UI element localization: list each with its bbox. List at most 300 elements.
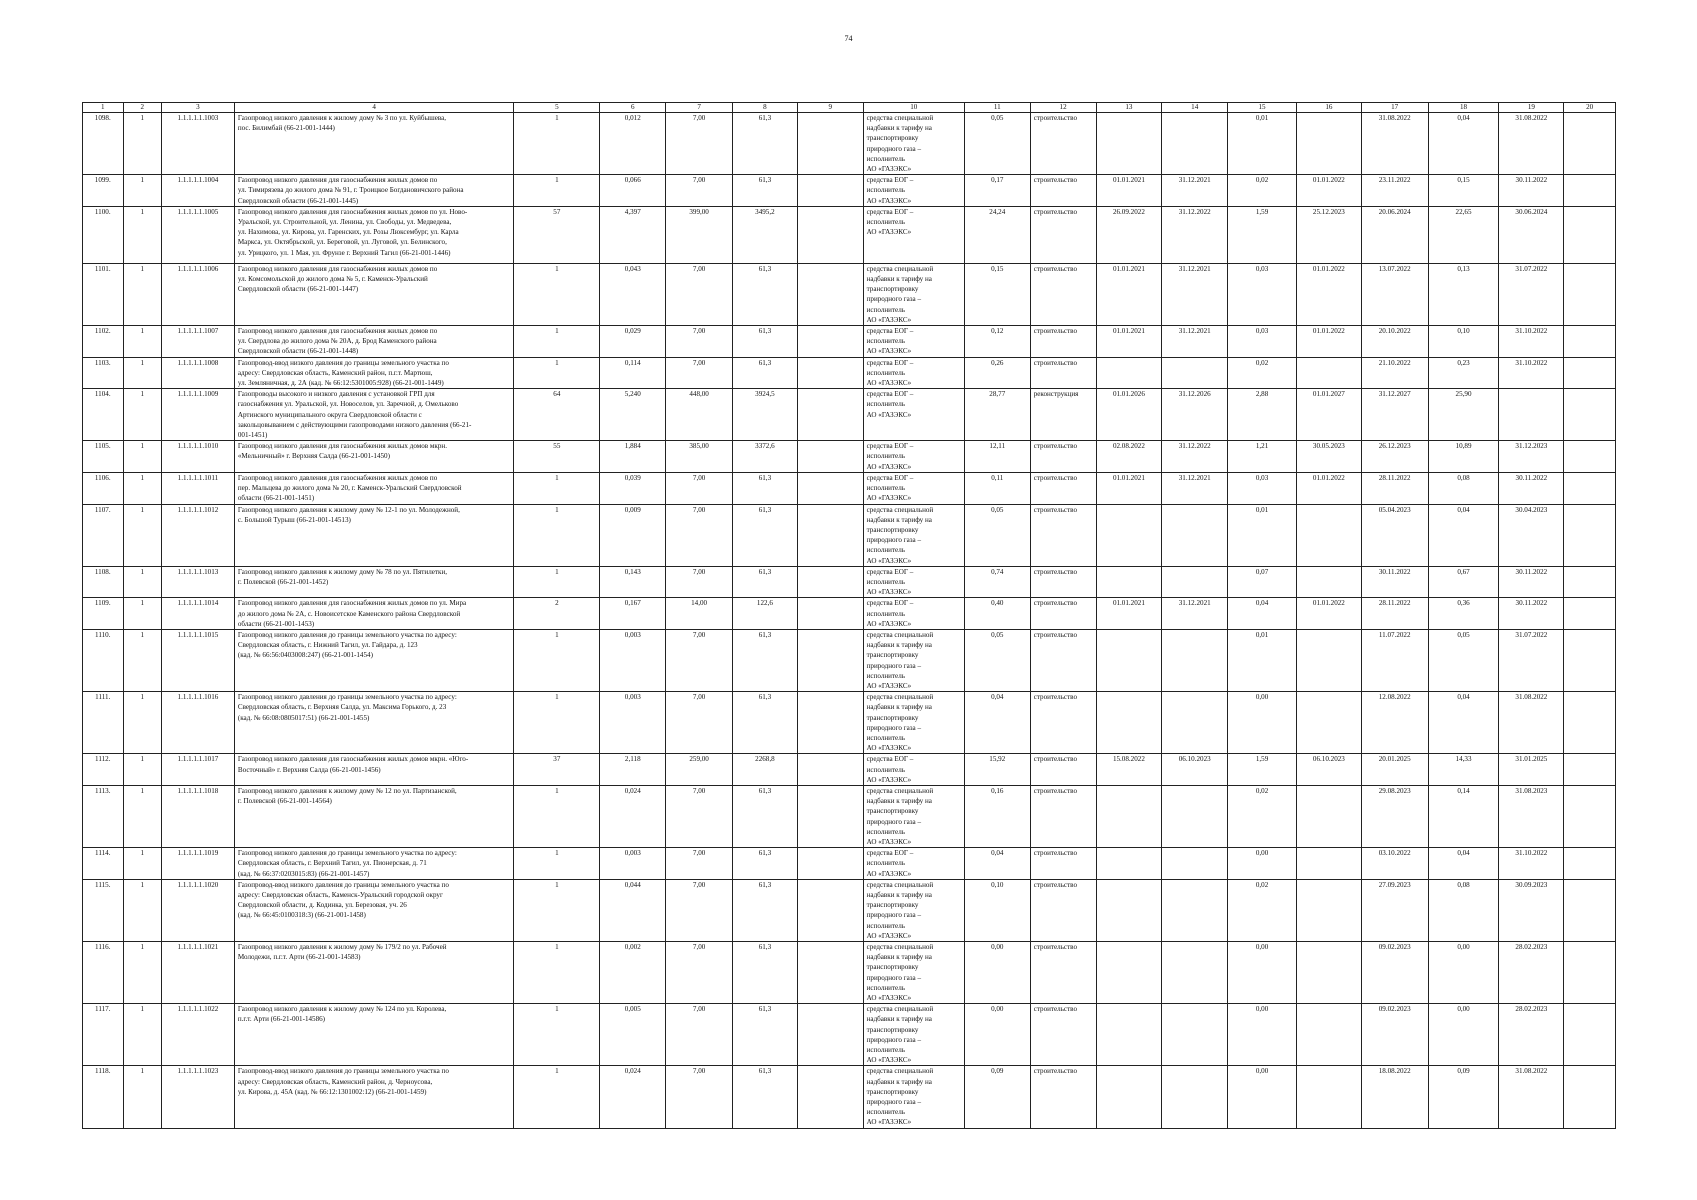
cell-col-18: 0,04 — [1428, 692, 1499, 754]
cell-col-20 — [1564, 629, 1616, 691]
cell-col-16 — [1296, 879, 1361, 941]
cell-row-number: 1111. — [83, 692, 124, 754]
cell-funding-source: средства ЕОГ – исполнитель АО «ГАЗЭКС» — [863, 848, 964, 880]
table-row — [83, 566, 1616, 598]
cell-object-name: Газопровод низкого давления к жилому дому № 124 по ул. Королева, п.г.т. Арти (66-21-001-14586) — [234, 1004, 513, 1066]
cell-item-code: 1.1.1.1.1.1007 — [161, 326, 234, 358]
cell-col-7: 7,00 — [666, 263, 733, 325]
table-row — [83, 848, 1616, 880]
cell-col-18: 0,09 — [1428, 1066, 1499, 1128]
cell-col-5: 1 — [514, 326, 600, 358]
cell-length-km: 0,024 — [600, 785, 666, 847]
column-number-1: 1 — [83, 103, 124, 113]
cell-col-18: 0,00 — [1428, 1004, 1499, 1066]
cell-col-2: 1 — [123, 1004, 161, 1066]
cell-row-number: 1102. — [83, 326, 124, 358]
cell-col-9 — [797, 206, 863, 263]
cell-row-number: 1110. — [83, 629, 124, 691]
cell-col-9 — [797, 113, 863, 175]
cell-commission-date: 30.11.2022 — [1361, 566, 1428, 598]
cell-object-name: Газопровод низкого давления для газоснабжения жилых домов по ул. Тимирязева до жилого дома № 91, г. Троицкое Богдановичского района Свердловской области (66-21-001-1445) — [234, 175, 513, 207]
cell-col-8: 61,3 — [733, 357, 798, 389]
cell-funding-source: средства специальной надбавки к тарифу на транспортировку природного газа – исполнитель АО «ГАЗЭКС» — [863, 942, 964, 1004]
cell-object-name: Газопровод низкого давления для газоснабжения жилых домов по пер. Мальцева до жилого дома № 20, г. Каменск-Уральский Свердловской области (66-21-001-1451) — [234, 472, 513, 504]
cell-col-20 — [1564, 942, 1616, 1004]
cell-item-code: 1.1.1.1.1.1020 — [161, 879, 234, 941]
column-number-20: 20 — [1564, 103, 1616, 113]
cell-commission-date: 23.11.2022 — [1361, 175, 1428, 207]
cell-length-km: 0,029 — [600, 326, 666, 358]
cell-cost: 0,10 — [964, 879, 1030, 941]
cell-start-date: 01.01.2021 — [1096, 263, 1162, 325]
cell-object-name: Газопровод низкого давления для газоснабжения жилых домов по ул. Мира до жилого дома № 2А, с. Новоисетское Каменского района Свердловской области (66-21-001-1453) — [234, 598, 513, 630]
cell-row-number: 1116. — [83, 942, 124, 1004]
cell-length-km: 0,009 — [600, 504, 666, 566]
cell-col-20 — [1564, 389, 1616, 441]
cell-length-km: 0,167 — [600, 598, 666, 630]
cell-funding-source: средства ЕОГ – исполнитель АО «ГАЗЭКС» — [863, 357, 964, 389]
cell-object-name: Газопровод низкого давления к жилому дому № 12 по ул. Партизанской, г. Полевской (66-21-001-14564) — [234, 785, 513, 847]
cell-work-type: реконструкция — [1030, 389, 1096, 441]
cell-col-16 — [1296, 357, 1361, 389]
cell-cost: 0,05 — [964, 113, 1030, 175]
cell-row-number: 1099. — [83, 175, 124, 207]
cell-commission-date: 20.10.2022 — [1361, 326, 1428, 358]
cell-col-9 — [797, 785, 863, 847]
cell-col-5: 1 — [514, 1004, 600, 1066]
cell-col-8: 61,3 — [733, 785, 798, 847]
cell-col-18: 0,15 — [1428, 175, 1499, 207]
cell-col-16 — [1296, 504, 1361, 566]
cell-col-18: 25,90 — [1428, 389, 1499, 441]
cell-cost: 0,04 — [964, 848, 1030, 880]
cell-col-8: 61,3 — [733, 879, 798, 941]
cell-col-18: 0,04 — [1428, 504, 1499, 566]
table-row — [83, 326, 1616, 358]
investment-program-table — [82, 102, 1616, 1129]
cell-col-5: 1 — [514, 879, 600, 941]
table-row — [83, 206, 1616, 263]
table-row — [83, 1004, 1616, 1066]
cell-col-2: 1 — [123, 598, 161, 630]
cell-cost: 0,05 — [964, 504, 1030, 566]
cell-col-18: 0,00 — [1428, 942, 1499, 1004]
cell-col-8: 61,3 — [733, 566, 798, 598]
cell-col-19: 31.08.2022 — [1499, 692, 1564, 754]
column-number-2: 2 — [123, 103, 161, 113]
cell-row-number: 1109. — [83, 598, 124, 630]
cell-col-2: 1 — [123, 389, 161, 441]
cell-end-date — [1162, 879, 1228, 941]
cell-object-name: Газопровод низкого давления до границы земельного участка по адресу: Свердловская область, г. Верхняя Салда, ул. Максима Горького, д. 23 (кад. № 66:08:0805017:51) (66-21-001-1455) — [234, 692, 513, 754]
cell-col-15: 2,88 — [1228, 389, 1297, 441]
cell-col-2: 1 — [123, 357, 161, 389]
cell-col-18: 0,14 — [1428, 785, 1499, 847]
cell-col-20 — [1564, 206, 1616, 263]
cell-start-date — [1096, 113, 1162, 175]
cell-col-20 — [1564, 879, 1616, 941]
cell-col-15: 1,21 — [1228, 441, 1297, 473]
cell-col-2: 1 — [123, 1066, 161, 1128]
cell-col-7: 259,00 — [666, 754, 733, 786]
cell-col-7: 7,00 — [666, 566, 733, 598]
cell-end-date — [1162, 629, 1228, 691]
cell-length-km: 0,003 — [600, 692, 666, 754]
cell-item-code: 1.1.1.1.1.1017 — [161, 754, 234, 786]
cell-object-name: Газопровод низкого давления до границы земельного участка по адресу: Свердловская область, г. Нижний Тагил, ул. Гайдара, д. 123 (кад. № 66:56:0403008:247) (66-21-001-1454) — [234, 629, 513, 691]
cell-length-km: 5,240 — [600, 389, 666, 441]
cell-col-16 — [1296, 848, 1361, 880]
cell-col-20 — [1564, 263, 1616, 325]
cell-row-number: 1117. — [83, 1004, 124, 1066]
cell-end-date — [1162, 785, 1228, 847]
cell-item-code: 1.1.1.1.1.1011 — [161, 472, 234, 504]
table-body — [83, 113, 1616, 1129]
cell-end-date: 31.12.2026 — [1162, 389, 1228, 441]
cell-cost: 0,00 — [964, 942, 1030, 1004]
cell-col-18: 0,08 — [1428, 472, 1499, 504]
cell-commission-date: 20.06.2024 — [1361, 206, 1428, 263]
cell-col-19: 30.04.2023 — [1499, 504, 1564, 566]
cell-item-code: 1.1.1.1.1.1010 — [161, 441, 234, 473]
cell-length-km: 0,044 — [600, 879, 666, 941]
column-number-16: 16 — [1296, 103, 1361, 113]
cell-cost: 15,92 — [964, 754, 1030, 786]
cell-col-9 — [797, 175, 863, 207]
column-number-6: 6 — [600, 103, 666, 113]
cell-work-type: строительство — [1030, 785, 1096, 847]
page-number: 74 — [844, 34, 853, 43]
cell-col-16: 01.01.2022 — [1296, 472, 1361, 504]
cell-col-19: 31.08.2023 — [1499, 785, 1564, 847]
cell-object-name: Газопровод низкого давления для газоснабжения жилых домов по ул. Комсомольской до жилого дома № 5, г. Каменск-Уральский Свердловской области (66-21-001-1447) — [234, 263, 513, 325]
cell-col-16: 06.10.2023 — [1296, 754, 1361, 786]
cell-col-16 — [1296, 785, 1361, 847]
column-number-12: 12 — [1030, 103, 1096, 113]
cell-end-date — [1162, 357, 1228, 389]
cell-funding-source: средства специальной надбавки к тарифу на транспортировку природного газа – исполнитель АО «ГАЗЭКС» — [863, 1066, 964, 1128]
cell-col-16 — [1296, 1004, 1361, 1066]
column-number-19: 19 — [1499, 103, 1564, 113]
cell-col-8: 61,3 — [733, 504, 798, 566]
cell-object-name: Газопроводы высокого и низкого давления с установкой ГРП для газоснабжения ул. Уральской, ул. Новоселов, ул. Заречной, д. Омельково Артинского муниципального округа Свердловской области с закольцовыванием с действующими газопроводами низкого давления (66-21- 001-1451) — [234, 389, 513, 441]
cell-col-9 — [797, 263, 863, 325]
cell-start-date — [1096, 848, 1162, 880]
cell-item-code: 1.1.1.1.1.1008 — [161, 357, 234, 389]
table-row — [83, 472, 1616, 504]
cell-cost: 12,11 — [964, 441, 1030, 473]
cell-item-code: 1.1.1.1.1.1023 — [161, 1066, 234, 1128]
cell-col-9 — [797, 441, 863, 473]
cell-item-code: 1.1.1.1.1.1003 — [161, 113, 234, 175]
cell-col-19: 31.12.2023 — [1499, 441, 1564, 473]
cell-col-15: 0,02 — [1228, 357, 1297, 389]
cell-row-number: 1106. — [83, 472, 124, 504]
cell-col-9 — [797, 942, 863, 1004]
column-number-18: 18 — [1428, 103, 1499, 113]
cell-funding-source: средства ЕОГ – исполнитель АО «ГАЗЭКС» — [863, 566, 964, 598]
cell-col-2: 1 — [123, 504, 161, 566]
cell-col-15: 0,00 — [1228, 1066, 1297, 1128]
table-row — [83, 441, 1616, 473]
cell-length-km: 0,003 — [600, 848, 666, 880]
cell-work-type: строительство — [1030, 754, 1096, 786]
table-row — [83, 785, 1616, 847]
cell-funding-source: средства ЕОГ – исполнитель АО «ГАЗЭКС» — [863, 206, 964, 263]
cell-cost: 0,12 — [964, 326, 1030, 358]
cell-start-date — [1096, 785, 1162, 847]
cell-col-2: 1 — [123, 942, 161, 1004]
cell-col-5: 1 — [514, 504, 600, 566]
cell-row-number: 1107. — [83, 504, 124, 566]
cell-end-date — [1162, 942, 1228, 1004]
cell-object-name: Газопровод-ввод низкого давления до границы земельного участка по адресу: Свердловская область, Каменский район, д. Черноусова, ул. Кирова, д. 45А (кад. № 66:12:1301002:12) (66-21-001-1459) — [234, 1066, 513, 1128]
cell-item-code: 1.1.1.1.1.1016 — [161, 692, 234, 754]
cell-cost: 0,17 — [964, 175, 1030, 207]
cell-item-code: 1.1.1.1.1.1018 — [161, 785, 234, 847]
cell-row-number: 1098. — [83, 113, 124, 175]
cell-object-name: Газопровод-ввод низкого давления до границы земельного участка по адресу: Свердловская область, Каменский район, п.г.т. Мартюш, ул. Земляничная, д. 2А (кад. № 66:12:5301005:928) (66-21-001-1449) — [234, 357, 513, 389]
cell-col-20 — [1564, 692, 1616, 754]
cell-col-15: 0,04 — [1228, 598, 1297, 630]
cell-col-15: 0,07 — [1228, 566, 1297, 598]
cell-cost: 0,74 — [964, 566, 1030, 598]
column-number-10: 10 — [863, 103, 964, 113]
cell-col-16 — [1296, 1066, 1361, 1128]
cell-row-number: 1112. — [83, 754, 124, 786]
cell-col-7: 7,00 — [666, 692, 733, 754]
cell-object-name: Газопровод низкого давления до границы земельного участка по адресу: Свердловская область, г. Верхний Тагил, ул. Пионерская, д. 71 (кад. № 66:37:0203015:83) (66-21-001-1457) — [234, 848, 513, 880]
cell-col-8: 3924,5 — [733, 389, 798, 441]
cell-col-2: 1 — [123, 848, 161, 880]
cell-work-type: строительство — [1030, 175, 1096, 207]
cell-item-code: 1.1.1.1.1.1012 — [161, 504, 234, 566]
cell-col-2: 1 — [123, 113, 161, 175]
cell-col-7: 7,00 — [666, 1004, 733, 1066]
cell-work-type: строительство — [1030, 566, 1096, 598]
cell-work-type: строительство — [1030, 206, 1096, 263]
cell-cost: 24,24 — [964, 206, 1030, 263]
cell-col-7: 7,00 — [666, 113, 733, 175]
cell-col-18: 0,04 — [1428, 113, 1499, 175]
cell-col-5: 1 — [514, 848, 600, 880]
cell-col-5: 1 — [514, 942, 600, 1004]
cell-col-20 — [1564, 357, 1616, 389]
cell-end-date — [1162, 1066, 1228, 1128]
column-number-9: 9 — [797, 103, 863, 113]
cell-col-9 — [797, 1004, 863, 1066]
cell-start-date — [1096, 357, 1162, 389]
cell-work-type: строительство — [1030, 879, 1096, 941]
cell-col-2: 1 — [123, 206, 161, 263]
cell-col-8: 61,3 — [733, 629, 798, 691]
cell-work-type: строительство — [1030, 692, 1096, 754]
table-row — [83, 598, 1616, 630]
cell-length-km: 2,118 — [600, 754, 666, 786]
column-number-4: 4 — [234, 103, 513, 113]
cell-end-date: 31.12.2022 — [1162, 441, 1228, 473]
cell-end-date — [1162, 692, 1228, 754]
cell-commission-date: 20.01.2025 — [1361, 754, 1428, 786]
cell-col-8: 61,3 — [733, 175, 798, 207]
cell-col-9 — [797, 879, 863, 941]
cell-start-date: 01.01.2026 — [1096, 389, 1162, 441]
cell-object-name: Газопровод низкого давления для газоснабжения жилых домов по ул. Свердлова до жилого дома № 20А, д. Брод Каменского района Свердловской области (66-21-001-1448) — [234, 326, 513, 358]
cell-commission-date: 11.07.2022 — [1361, 629, 1428, 691]
cell-length-km: 0,043 — [600, 263, 666, 325]
cell-cost: 0,16 — [964, 785, 1030, 847]
cell-item-code: 1.1.1.1.1.1015 — [161, 629, 234, 691]
cell-work-type: строительство — [1030, 504, 1096, 566]
table-row — [83, 504, 1616, 566]
column-number-11: 11 — [964, 103, 1030, 113]
cell-work-type: строительство — [1030, 441, 1096, 473]
table-row — [83, 263, 1616, 325]
cell-col-20 — [1564, 1066, 1616, 1128]
cell-col-8: 61,3 — [733, 263, 798, 325]
table-row — [83, 113, 1616, 175]
cell-funding-source: средства специальной надбавки к тарифу на транспортировку природного газа – исполнитель АО «ГАЗЭКС» — [863, 1004, 964, 1066]
cell-col-2: 1 — [123, 785, 161, 847]
cell-object-name: Газопровод низкого давления к жилому дому № 78 по ул. Пятилетки, г. Полевской (66-21-001-1452) — [234, 566, 513, 598]
cell-commission-date: 31.12.2027 — [1361, 389, 1428, 441]
cell-funding-source: средства специальной надбавки к тарифу на транспортировку природного газа – исполнитель АО «ГАЗЭКС» — [863, 785, 964, 847]
cell-col-2: 1 — [123, 326, 161, 358]
cell-funding-source: средства ЕОГ – исполнитель АО «ГАЗЭКС» — [863, 326, 964, 358]
cell-object-name: Газопровод низкого давления к жилому дому № 179/2 по ул. Рабочей Молодежи, п.г.т. Арти (66-21-001-14583) — [234, 942, 513, 1004]
cell-cost: 0,05 — [964, 629, 1030, 691]
cell-commission-date: 26.12.2023 — [1361, 441, 1428, 473]
cell-funding-source: средства ЕОГ – исполнитель АО «ГАЗЭКС» — [863, 175, 964, 207]
cell-col-19: 31.10.2022 — [1499, 848, 1564, 880]
cell-col-19: 31.08.2022 — [1499, 113, 1564, 175]
cell-col-7: 7,00 — [666, 504, 733, 566]
cell-length-km: 0,005 — [600, 1004, 666, 1066]
cell-end-date: 31.12.2022 — [1162, 206, 1228, 263]
cell-row-number: 1100. — [83, 206, 124, 263]
cell-col-18: 0,23 — [1428, 357, 1499, 389]
cell-col-20 — [1564, 504, 1616, 566]
cell-col-7: 14,00 — [666, 598, 733, 630]
cell-col-16: 01.01.2022 — [1296, 175, 1361, 207]
cell-commission-date: 05.04.2023 — [1361, 504, 1428, 566]
cell-col-19: 30.11.2022 — [1499, 175, 1564, 207]
cell-col-19: 31.08.2022 — [1499, 1066, 1564, 1128]
table-row — [83, 389, 1616, 441]
table-row — [83, 879, 1616, 941]
cell-item-code: 1.1.1.1.1.1014 — [161, 598, 234, 630]
cell-col-15: 0,02 — [1228, 879, 1297, 941]
cell-object-name: Газопровод низкого давления для газоснабжения жилых домов по ул. Ново- Уральской, ул. Строительной, ул. Ленина, ул. Свободы, ул. Медведева, ул. Нахимова, ул. Кирова, ул. Гаренских, ул. Розы Люксембург, ул. Карла Маркса, ул. Октябрьской, ул. Береговой, ул. Луговой, ул. Белинского, ул. Урицкого, ул. 1 Мая, ул. Фрунзе г. Верхний Тагил (66-21-001-1446) — [234, 206, 513, 263]
cell-col-5: 2 — [514, 598, 600, 630]
cell-cost: 0,04 — [964, 692, 1030, 754]
column-number-8: 8 — [733, 103, 798, 113]
cell-row-number: 1115. — [83, 879, 124, 941]
cell-col-9 — [797, 754, 863, 786]
cell-col-16 — [1296, 692, 1361, 754]
cell-length-km: 0,003 — [600, 629, 666, 691]
cell-col-7: 7,00 — [666, 326, 733, 358]
cell-commission-date: 28.11.2022 — [1361, 472, 1428, 504]
cell-end-date: 31.12.2021 — [1162, 263, 1228, 325]
cell-commission-date: 27.09.2023 — [1361, 879, 1428, 941]
cell-length-km: 1,884 — [600, 441, 666, 473]
cell-work-type: строительство — [1030, 598, 1096, 630]
cell-end-date — [1162, 504, 1228, 566]
cell-start-date: 15.08.2022 — [1096, 754, 1162, 786]
cell-end-date: 31.12.2021 — [1162, 598, 1228, 630]
cell-start-date — [1096, 1066, 1162, 1128]
cell-col-15: 0,01 — [1228, 113, 1297, 175]
cell-work-type: строительство — [1030, 1004, 1096, 1066]
cell-length-km: 4,397 — [600, 206, 666, 263]
cell-end-date — [1162, 1004, 1228, 1066]
cell-col-5: 1 — [514, 629, 600, 691]
column-number-15: 15 — [1228, 103, 1297, 113]
table-row — [83, 357, 1616, 389]
cell-object-name: Газопровод низкого давления для газоснабжения жилых домов мкрн. «Мельничный» г. Верхняя Салда (66-21-001-1450) — [234, 441, 513, 473]
cell-funding-source: средства специальной надбавки к тарифу на транспортировку природного газа – исполнитель АО «ГАЗЭКС» — [863, 504, 964, 566]
cell-item-code: 1.1.1.1.1.1004 — [161, 175, 234, 207]
cell-col-2: 1 — [123, 879, 161, 941]
cell-col-16 — [1296, 942, 1361, 1004]
cell-col-16 — [1296, 629, 1361, 691]
column-number-7: 7 — [666, 103, 733, 113]
cell-col-7: 7,00 — [666, 175, 733, 207]
cell-col-18: 10,89 — [1428, 441, 1499, 473]
cell-col-2: 1 — [123, 629, 161, 691]
cell-row-number: 1114. — [83, 848, 124, 880]
cell-col-7: 7,00 — [666, 785, 733, 847]
cell-commission-date: 09.02.2023 — [1361, 942, 1428, 1004]
cell-col-16 — [1296, 566, 1361, 598]
cell-col-7: 7,00 — [666, 879, 733, 941]
column-number-3: 3 — [161, 103, 234, 113]
cell-col-15: 0,02 — [1228, 175, 1297, 207]
cell-item-code: 1.1.1.1.1.1022 — [161, 1004, 234, 1066]
cell-col-18: 0,04 — [1428, 848, 1499, 880]
cell-item-code: 1.1.1.1.1.1021 — [161, 942, 234, 1004]
cell-start-date: 26.09.2022 — [1096, 206, 1162, 263]
cell-col-20 — [1564, 566, 1616, 598]
cell-object-name: Газопровод низкого давления к жилому дому № 3 по ул. Куйбышева, пос. Билимбай (66-21-001-1444) — [234, 113, 513, 175]
cell-col-5: 1 — [514, 357, 600, 389]
cell-col-5: 1 — [514, 785, 600, 847]
cell-length-km: 0,114 — [600, 357, 666, 389]
cell-row-number: 1108. — [83, 566, 124, 598]
cell-col-5: 37 — [514, 754, 600, 786]
cell-col-5: 1 — [514, 263, 600, 325]
cell-col-9 — [797, 504, 863, 566]
cell-col-20 — [1564, 113, 1616, 175]
cell-col-15: 0,03 — [1228, 326, 1297, 358]
cell-cost: 0,09 — [964, 1066, 1030, 1128]
cell-col-20 — [1564, 754, 1616, 786]
cell-col-20 — [1564, 441, 1616, 473]
cell-col-2: 1 — [123, 754, 161, 786]
cell-col-19: 30.09.2023 — [1499, 879, 1564, 941]
cell-end-date — [1162, 113, 1228, 175]
cell-funding-source: средства ЕОГ – исполнитель АО «ГАЗЭКС» — [863, 472, 964, 504]
cell-start-date: 01.01.2021 — [1096, 472, 1162, 504]
cell-col-5: 64 — [514, 389, 600, 441]
cell-row-number: 1105. — [83, 441, 124, 473]
cell-col-8: 3372,6 — [733, 441, 798, 473]
cell-col-16 — [1296, 113, 1361, 175]
cell-commission-date: 12.08.2022 — [1361, 692, 1428, 754]
cell-commission-date: 13.07.2022 — [1361, 263, 1428, 325]
cell-col-9 — [797, 1066, 863, 1128]
